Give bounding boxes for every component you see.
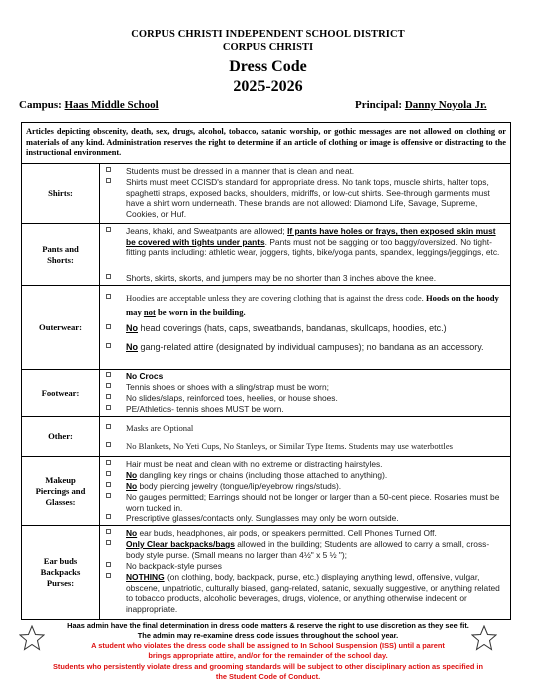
checkbox-icon <box>106 540 111 545</box>
rule-item: No backpack-style purses <box>126 561 504 572</box>
row-label-pants-shorts: Pants and Shorts: <box>22 224 100 285</box>
checkbox-icon <box>106 372 111 377</box>
row-content-shirts <box>100 164 510 223</box>
checkbox-icon <box>106 493 111 498</box>
checkbox-icon <box>106 405 111 410</box>
rule-item: No dangling key rings or chains (including those attached to anything). <box>126 470 504 481</box>
rule-item: Prescriptive glasses/contacts only. Sunglasses may only be worn outside. <box>126 513 504 524</box>
rule-item: No gang-related attire (designated by individual campuses); no bandana as an accessory. <box>126 342 504 354</box>
checkbox-icon <box>106 573 111 578</box>
row-label-shirts: Shirts: <box>22 164 100 223</box>
row-other <box>22 417 510 457</box>
checkbox-icon <box>106 529 111 534</box>
rule-item: No body piercing jewelry (tongue/lip/eyebrow rings/studs). <box>126 481 504 492</box>
checkbox-icon <box>106 424 111 429</box>
rule-item: Students must be dressed in a manner that is clean and neat. <box>126 166 504 177</box>
star-icon <box>471 625 497 651</box>
row-label-footwear: Footwear: <box>22 370 100 416</box>
row-content-makeup <box>100 457 510 525</box>
campus-line <box>19 99 159 111</box>
rule-item: No Crocs <box>126 371 504 382</box>
row-pants-shorts <box>22 224 510 286</box>
checkbox-icon <box>106 167 111 172</box>
row-label-makeup: Makeup Piercings and Glasses: <box>22 457 100 525</box>
checkbox-icon <box>106 514 111 519</box>
rule-item: Shorts, skirts, skorts, and jumpers may be no shorter than 3 inches above the knee. <box>126 273 504 284</box>
row-makeup-piercings-glasses <box>22 457 510 526</box>
rule-item: Jeans, khaki, and Sweatpants are allowed; If pants have holes or frays, then exposed skin must be covered with tights under pants. Pants must not be sagging or too baggy/oversized. No tight-fitting pants including: athletic wear, joggers, tights, bike/yoga pants, spandex, leggings/jeggings, etc. <box>126 226 504 258</box>
footer-line-4: brings appropriate attire, and/or for the remainder of the school day. <box>148 651 388 660</box>
campus-label: Campus: <box>19 99 62 111</box>
rule-item: Only Clear backpacks/bags allowed in the building; Students are allowed to carry a small, cross-body style purse. (Small means no larger than 4½" x 5 ½ "); <box>126 539 504 560</box>
dress-code-table <box>21 122 511 620</box>
content-notice: Articles depicting obscenity, death, sex, drugs, alcohol, tobacco, satanic worship, or gothic messages are not allowed on clothing or materials of any kind. Administration reserves the right to determine if an article of clothing or image is offensive or distracting to the instructional environment. <box>22 123 510 164</box>
row-shirts <box>22 164 510 224</box>
footer-line-1: Haas admin have the final determination in dress code matters & reserve the right to use discretion as they see fit. <box>67 621 469 630</box>
checkbox-icon <box>106 324 111 329</box>
checkbox-icon <box>106 562 111 567</box>
principal-line <box>355 99 487 111</box>
document-title: Dress Code <box>229 58 307 75</box>
rule-item: Hoodies are acceptable unless they are covering clothing that is against the dress code. Hoods on the hoody may not be worn in the building. <box>126 291 504 319</box>
principal-label: Principal: <box>355 99 403 111</box>
checkbox-icon <box>106 274 111 279</box>
rule-item: No ear buds, headphones, air pods, or speakers permitted. Cell Phones Turned Off. <box>126 528 504 539</box>
rule-item: Shirts must meet CCISD's standard for appropriate dress. No tank tops, muscle shirts, halter tops, spaghetti straps, exposed backs, shoulders, midriffs, or low-cut shirts. See-through garments must have a shirt worn underneath. These brands are not allowed: Diamond Life, Savage, Supreme, Cookies, or Huf. <box>126 177 504 219</box>
rule-item: Hair must be neat and clean with no extreme or distracting hairstyles. <box>126 459 504 470</box>
checkbox-icon <box>106 227 111 232</box>
row-content-earbuds <box>100 526 510 619</box>
campus-value: Haas Middle School <box>64 99 159 111</box>
row-label-earbuds: Ear buds Backpacks Purses: <box>22 526 100 619</box>
district-name: CORPUS CHRISTI INDEPENDENT SCHOOL DISTRICT <box>131 29 405 40</box>
rule-item: No slides/slaps, reinforced toes, heelies, or house shoes. <box>126 393 504 404</box>
city-name: CORPUS CHRISTI <box>222 42 314 53</box>
rule-item: Masks are Optional <box>126 423 504 434</box>
row-outerwear <box>22 286 510 370</box>
checkbox-icon <box>106 471 111 476</box>
rule-item: PE/Athletics- tennis shoes MUST be worn. <box>126 404 504 415</box>
row-content-pants-shorts <box>100 224 510 285</box>
row-content-outerwear <box>100 286 510 369</box>
checkbox-icon <box>106 294 111 299</box>
checkbox-icon <box>106 343 111 348</box>
rule-item: No head coverings (hats, caps, sweatbands, bandanas, skullcaps, hoodies, etc.) <box>126 323 504 335</box>
footer-line-5: Students who persistently violate dress and grooming standards will be subject to other disciplinary action as specified in <box>53 662 483 671</box>
row-content-other <box>100 417 510 456</box>
row-content-footwear <box>100 370 510 416</box>
checkbox-icon <box>106 178 111 183</box>
rule-item: No Blankets, No Yeti Cups, No Stanleys, or Similar Type Items. Students may use waterbottles <box>126 441 510 452</box>
row-earbuds-backpacks-purses <box>22 526 510 619</box>
checkbox-icon <box>106 460 111 465</box>
rule-item: No gauges permitted; Earrings should not be longer or larger than a 50-cent piece. Rosaries must be worn tucked in. <box>126 492 504 513</box>
footer-line-3: A student who violates the dress code shall be assigned to In School Suspension (ISS) until a parent <box>91 641 445 650</box>
footer-line-2: The admin may re-examine dress code issues throughout the school year. <box>137 631 399 640</box>
footer-line-6: the Student Code of Conduct. <box>215 672 321 681</box>
star-icon <box>19 625 45 651</box>
checkbox-icon <box>106 394 111 399</box>
school-year: 2025-2026 <box>233 78 303 95</box>
row-label-other: Other: <box>22 417 100 456</box>
rule-item: NOTHING (on clothing, body, backpack, purse, etc.) displaying anything lewd, offensive, vulgar, obscene, unpatriotic, culturally biased, gang-related, satanic, sexually suggestive, or anything related to tobacco products, alcoholic beverages, drugs, violence, or anything otherwise indecent or inappropriate. <box>126 572 504 614</box>
checkbox-icon <box>106 383 111 388</box>
rule-item: Tennis shoes or shoes with a sling/strap must be worn; <box>126 382 504 393</box>
checkbox-icon <box>106 482 111 487</box>
checkbox-icon <box>106 442 111 447</box>
row-label-outerwear: Outerwear: <box>22 286 100 369</box>
principal-value: Danny Noyola Jr. <box>404 99 487 111</box>
row-footwear <box>22 370 510 417</box>
